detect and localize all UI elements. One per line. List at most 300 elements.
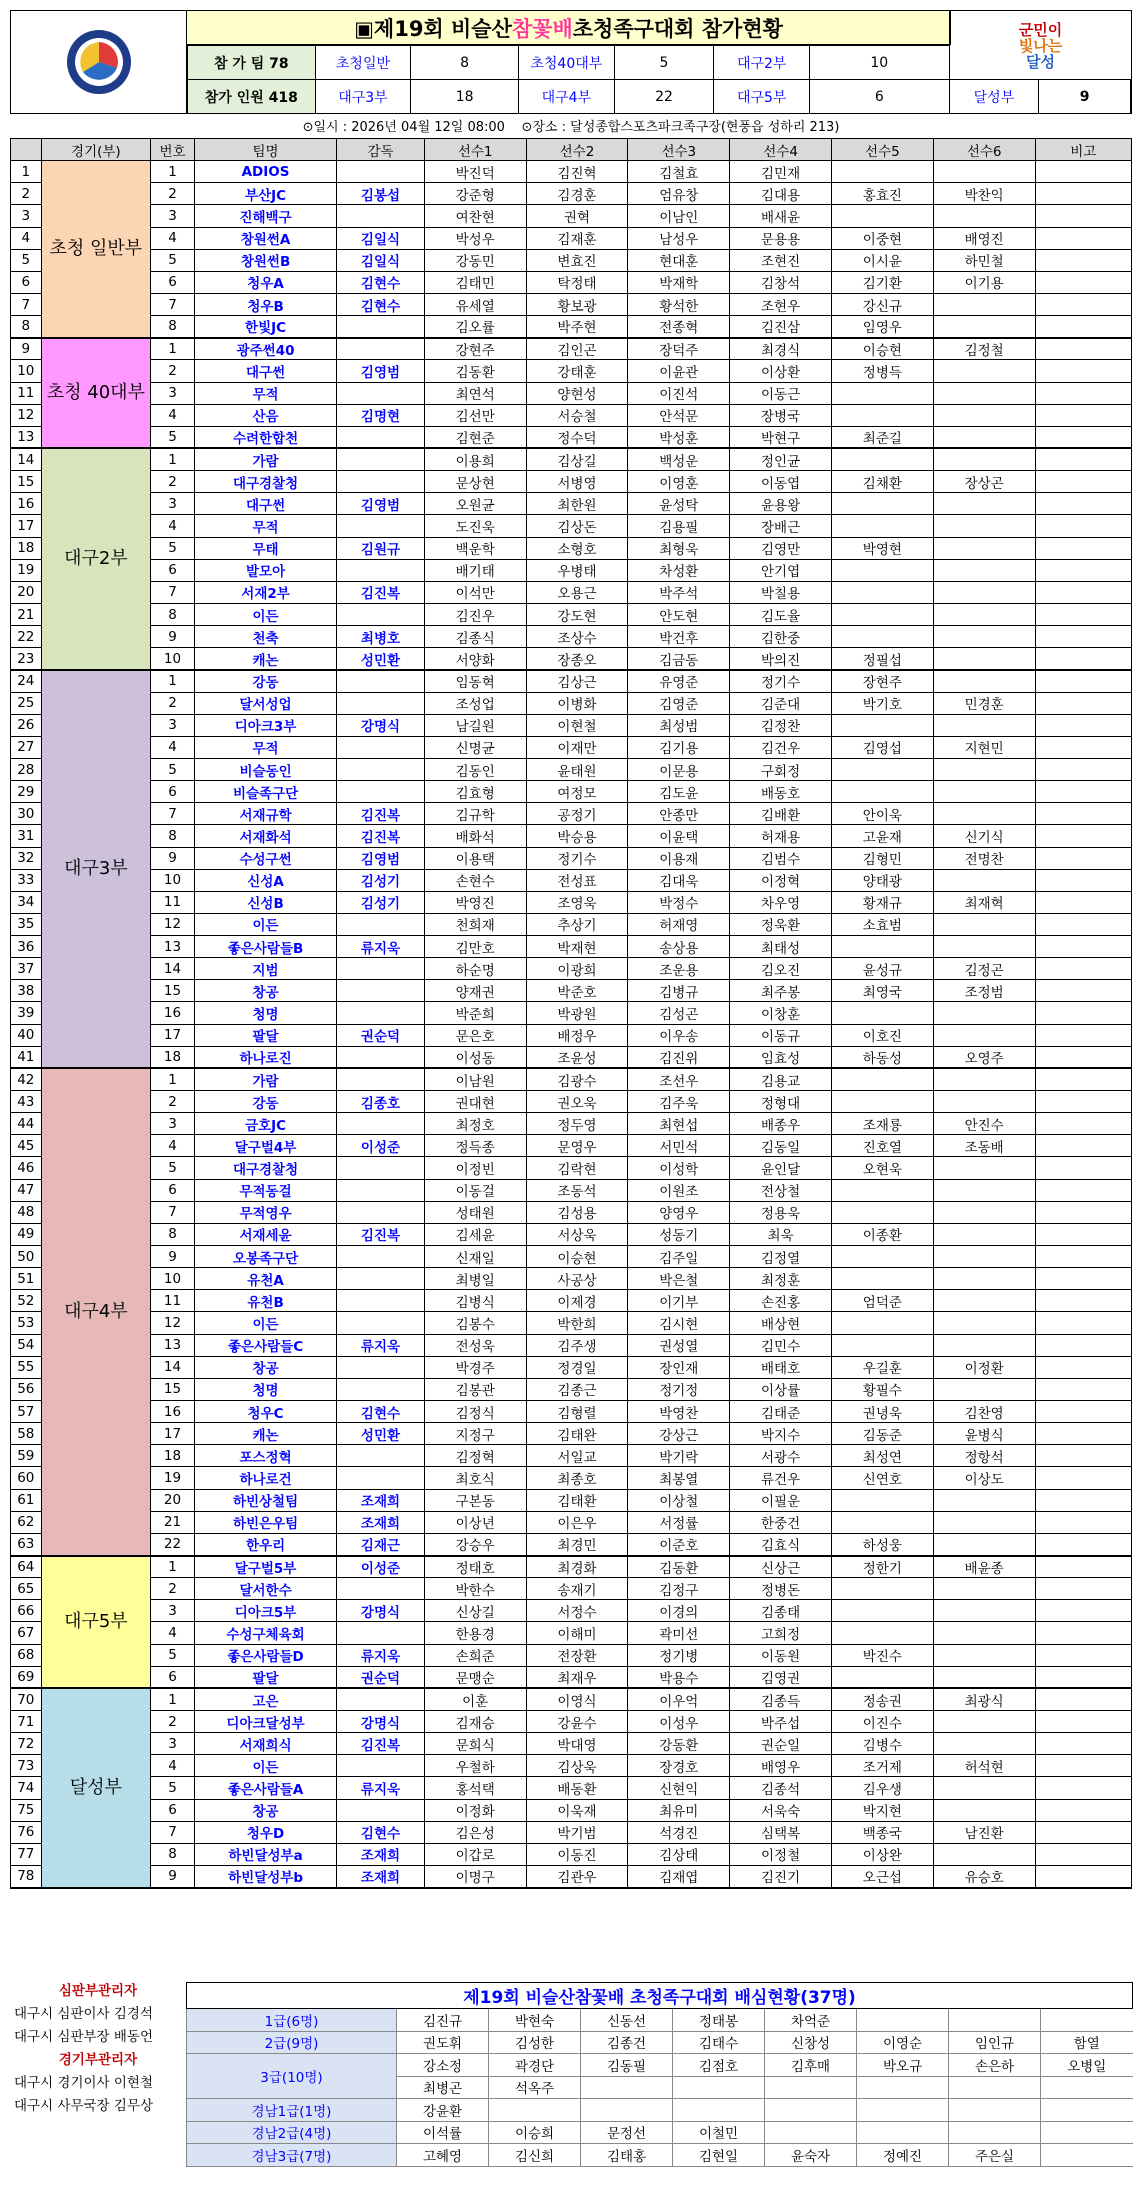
player-1: 김세윤 [424,1223,526,1245]
referee-name [857,2009,949,2032]
player-6 [933,1622,1035,1644]
player-2: 서일교 [526,1445,628,1467]
player-2: 김인곤 [526,338,628,360]
player-2: 이현철 [526,714,628,736]
remarks-cell [1035,1024,1131,1046]
coach-name [337,1179,425,1201]
player-2: 최한원 [526,493,628,515]
player-4: 김종득 [730,1688,832,1710]
table-row [11,1600,1132,1622]
team-number: 6 [151,271,195,293]
player-3: 박재학 [628,271,730,293]
player-5 [831,1666,933,1688]
player-3: 이문용 [628,758,730,780]
team-number: 6 [151,1666,195,1688]
remarks-cell [1035,205,1131,227]
player-5 [831,1312,933,1334]
player-4: 서광수 [730,1445,832,1467]
player-5: 이승현 [831,338,933,360]
team-number: 5 [151,1777,195,1799]
player-2: 우병태 [526,559,628,581]
player-2: 김태환 [526,1489,628,1511]
coach-name [337,1068,425,1090]
player-4: 김창석 [730,271,832,293]
player-3: 이원조 [628,1179,730,1201]
team-number: 16 [151,1401,195,1423]
player-4: 정용욱 [730,1201,832,1223]
player-4: 허재용 [730,825,832,847]
player-4: 최태성 [730,936,832,958]
player-5: 오현욱 [831,1157,933,1179]
player-6: 최광식 [933,1688,1035,1710]
header-cell [11,139,42,161]
team-name: 하빈상철팀 [194,1489,336,1511]
title-suffix: 초청족구대회 참가현황 [572,16,783,41]
table-row [11,1578,1132,1600]
player-4: 신상근 [730,1556,832,1578]
player-2: 소형호 [526,537,628,559]
row-number: 25 [11,692,42,714]
remarks-cell [1035,1733,1131,1755]
coach-name [337,1046,425,1068]
team-name: 천축 [194,626,336,648]
team-number: 3 [151,714,195,736]
team-name: 금호JC [194,1113,336,1135]
event-place: ⊙장소 : 달성종합스포츠파크족구장(현풍읍 성하리 213) [521,120,840,135]
table-row [11,1401,1132,1423]
player-3: 백성운 [628,448,730,470]
team-name: 디아크5부 [194,1600,336,1622]
row-number: 27 [11,736,42,758]
table-row [11,1489,1132,1511]
team-name: 수려한합천 [194,426,336,448]
player-2: 김경훈 [526,183,628,205]
remarks-cell [1035,183,1131,205]
coach-name [337,316,425,338]
remarks-cell [1035,869,1131,891]
player-3: 이용재 [628,847,730,869]
header-cell: 선수6 [933,139,1035,161]
player-2: 전장환 [526,1644,628,1666]
player-4: 박칠용 [730,581,832,603]
player-4: 이동규 [730,1024,832,1046]
player-2: 문영우 [526,1135,628,1157]
player-6: 윤병식 [933,1423,1035,1445]
team-name: 팔달 [194,1024,336,1046]
summary-label: 대구3부 [315,80,411,114]
roster-body [11,161,1132,1888]
row-number: 62 [11,1511,42,1533]
remarks-cell [1035,1334,1131,1356]
remarks-cell [1035,1135,1131,1157]
player-2: 배정우 [526,1024,628,1046]
player-1: 천희재 [424,913,526,935]
remarks-cell [1035,1644,1131,1666]
table-row [11,1068,1132,1090]
player-4: 장배근 [730,515,832,537]
player-4: 배태호 [730,1356,832,1378]
team-name: 좋은사람들D [194,1644,336,1666]
player-5 [831,1201,933,1223]
player-6 [933,1378,1035,1400]
player-3: 성동기 [628,1223,730,1245]
row-number: 38 [11,980,42,1002]
player-4: 구회정 [730,758,832,780]
row-number: 77 [11,1843,42,1865]
team-name: 가람 [194,448,336,470]
header-cell: 선수3 [628,139,730,161]
coach-name [337,913,425,935]
player-4: 고희정 [730,1622,832,1644]
player-4: 한중건 [730,1511,832,1533]
player-2: 정수덕 [526,426,628,448]
player-5: 임영우 [831,316,933,338]
brand-line-2: 빛나는 [1018,37,1063,55]
team-number: 1 [151,1688,195,1710]
player-2: 오용근 [526,581,628,603]
player-5: 이중현 [831,227,933,249]
team-name: 좋은사람들B [194,936,336,958]
coach-name [337,1268,425,1290]
player-6: 민경훈 [933,692,1035,714]
team-number: 1 [151,1556,195,1578]
player-3: 장덕주 [628,338,730,360]
player-1: 김만호 [424,936,526,958]
player-1: 서양화 [424,648,526,670]
player-6: 남진환 [933,1821,1035,1843]
coach-name: 김진복 [337,1223,425,1245]
player-4: 박의진 [730,648,832,670]
table-row [11,1644,1132,1666]
referee-name [949,2121,1041,2144]
coach-name: 이성준 [337,1135,425,1157]
team-name: 강동 [194,670,336,692]
table-row [11,1135,1132,1157]
player-6 [933,936,1035,958]
summary-label: 대구5부 [714,80,810,114]
player-5 [831,1489,933,1511]
header-cell: 감독 [337,139,425,161]
player-4: 김효식 [730,1533,832,1555]
player-3: 곽미선 [628,1622,730,1644]
player-3: 강상근 [628,1423,730,1445]
coach-name [337,980,425,1002]
coach-name: 성민환 [337,1423,425,1445]
team-number: 3 [151,382,195,404]
player-5 [831,1091,933,1113]
referee-name: 김현일 [673,2144,765,2167]
team-number: 16 [151,1002,195,1024]
player-3: 이우송 [628,1024,730,1046]
referee-name [765,2121,857,2144]
player-2: 정두영 [526,1113,628,1135]
referee-level: 2급(9명) [187,2031,397,2054]
player-4: 최정훈 [730,1268,832,1290]
table-row [11,1223,1132,1245]
row-number: 8 [11,316,42,338]
player-4: 이상률 [730,1378,832,1400]
division-cell: 대구4부 [41,1068,150,1555]
referee-name: 문정선 [581,2121,673,2144]
player-5 [831,1334,933,1356]
player-4: 이정혁 [730,869,832,891]
player-5: 권녕욱 [831,1401,933,1423]
team-count: 참 가 팀 78 [188,46,316,80]
team-number: 17 [151,1423,195,1445]
player-3: 양영우 [628,1201,730,1223]
player-3: 유영준 [628,670,730,692]
row-number: 18 [11,537,42,559]
player-6 [933,1024,1035,1046]
summary-value: 8 [411,46,519,80]
coach-name [337,1290,425,1312]
team-name: 좋은사람들C [194,1334,336,1356]
referee-name [857,2099,949,2122]
player-2: 이영식 [526,1688,628,1710]
team-name: 고은 [194,1688,336,1710]
player-3: 권성열 [628,1334,730,1356]
player-6 [933,1666,1035,1688]
referee-name: 신창성 [765,2031,857,2054]
player-2: 최종호 [526,1467,628,1489]
row-number: 66 [11,1600,42,1622]
team-number: 7 [151,1201,195,1223]
referee-name: 석옥주 [489,2076,581,2099]
player-3: 이성학 [628,1157,730,1179]
remarks-cell [1035,1777,1131,1799]
player-6: 이기용 [933,271,1035,293]
team-number: 6 [151,559,195,581]
coach-name [337,1157,425,1179]
table-row [11,1002,1132,1024]
player-3: 이남인 [628,205,730,227]
remarks-cell [1035,714,1131,736]
player-3: 안도현 [628,603,730,625]
logo-emblem-icon [65,28,133,96]
remarks-cell [1035,1179,1131,1201]
referee-name: 권도휘 [397,2031,489,2054]
team-name: 청우B [194,293,336,315]
player-5 [831,1511,933,1533]
team-number: 17 [151,1024,195,1046]
player-2: 윤태원 [526,758,628,780]
player-1: 이갑로 [424,1843,526,1865]
table-row [11,1688,1132,1710]
player-3: 남성우 [628,227,730,249]
player-6: 배영진 [933,227,1035,249]
row-number: 43 [11,1091,42,1113]
team-name: 청우D [194,1821,336,1843]
remarks-cell [1035,1511,1131,1533]
referee-name [857,2076,949,2099]
player-5 [831,404,933,426]
remarks-cell [1035,603,1131,625]
remarks-cell [1035,1312,1131,1334]
player-4: 김건우 [730,736,832,758]
row-number: 70 [11,1688,42,1710]
team-number: 5 [151,758,195,780]
coach-name: 김진복 [337,1733,425,1755]
player-1: 문희식 [424,1733,526,1755]
row-number: 36 [11,936,42,958]
team-name: 달서한수 [194,1578,336,1600]
team-name: 대구썬 [194,493,336,515]
remarks-cell [1035,1046,1131,1068]
player-2: 황보광 [526,293,628,315]
player-1: 이남원 [424,1068,526,1090]
team-number: 19 [151,1467,195,1489]
row-number: 3 [11,205,42,227]
player-4: 조현진 [730,249,832,271]
player-3: 송상용 [628,936,730,958]
coach-name [337,603,425,625]
ref-manager-2: 대구시 심판부장 배동언 [14,2029,153,2045]
player-4: 배종우 [730,1113,832,1135]
player-1: 최호식 [424,1467,526,1489]
table-row [11,626,1132,648]
remarks-cell [1035,581,1131,603]
table-row [11,559,1132,581]
referee-name: 김점호 [673,2054,765,2077]
event-date: ⊙일시 : 2026년 04월 12일 08:00 [302,120,505,135]
row-number: 17 [11,515,42,537]
player-5 [831,205,933,227]
team-name: 캐논 [194,1423,336,1445]
coach-name [337,382,425,404]
table-row [11,426,1132,448]
player-3: 안석문 [628,404,730,426]
referee-name: 주은실 [949,2144,1041,2167]
remarks-cell [1035,1068,1131,1090]
player-2: 이동진 [526,1843,628,1865]
coach-name: 김영범 [337,493,425,515]
table-row [11,537,1132,559]
player-2: 박기범 [526,1821,628,1843]
table-row [11,1467,1132,1489]
table-row [11,1445,1132,1467]
player-6 [933,1290,1035,1312]
player-2: 박한희 [526,1312,628,1334]
coach-name: 김진복 [337,581,425,603]
player-5: 이상완 [831,1843,933,1865]
player-3: 이상철 [628,1489,730,1511]
referee-name: 이철민 [673,2121,765,2144]
player-5 [831,1578,933,1600]
referee-name [765,2076,857,2099]
team-name: 서재희식 [194,1733,336,1755]
player-5: 백종국 [831,1821,933,1843]
player-3: 이영훈 [628,471,730,493]
team-number: 13 [151,936,195,958]
coach-name: 강명식 [337,1710,425,1732]
player-2: 이재만 [526,736,628,758]
summary-label: 달성부 [949,80,1039,114]
player-6: 오영주 [933,1046,1035,1068]
player-1: 문상현 [424,471,526,493]
player-5: 오근섭 [831,1865,933,1887]
player-1: 김병식 [424,1290,526,1312]
player-4: 윤용왕 [730,493,832,515]
player-1: 김봉수 [424,1312,526,1334]
player-3: 최형욱 [628,537,730,559]
player-2: 조윤성 [526,1046,628,1068]
player-6 [933,1068,1035,1090]
player-2: 이해미 [526,1622,628,1644]
table-row [11,316,1132,338]
row-number: 61 [11,1489,42,1511]
table-row [11,825,1132,847]
player-6: 이정환 [933,1356,1035,1378]
team-number: 20 [151,1489,195,1511]
table-row [11,1246,1132,1268]
player-5 [831,1002,933,1024]
player-4: 김범수 [730,847,832,869]
row-number: 30 [11,803,42,825]
player-1: 하순명 [424,958,526,980]
table-row [11,1091,1132,1113]
row-number: 68 [11,1644,42,1666]
team-number: 7 [151,581,195,603]
player-2: 박대영 [526,1733,628,1755]
table-row [11,404,1132,426]
player-3: 박정수 [628,891,730,913]
referee-name: 최병곤 [397,2076,489,2099]
coach-name: 최병호 [337,626,425,648]
player-4: 서욱숙 [730,1799,832,1821]
team-number: 14 [151,958,195,980]
player-4: 김대용 [730,183,832,205]
player-6 [933,670,1035,692]
team-name: 신성A [194,869,336,891]
player-4: 최주봉 [730,980,832,1002]
player-3: 김주욱 [628,1091,730,1113]
player-5: 박지현 [831,1799,933,1821]
remarks-cell [1035,1378,1131,1400]
referee-level: 1급(6명) [187,2009,397,2032]
player-3: 최현섭 [628,1113,730,1135]
referee-name: 정태봉 [673,2009,765,2032]
player-1: 홍석택 [424,1777,526,1799]
header-cell: 선수2 [526,139,628,161]
coach-name: 조재희 [337,1511,425,1533]
player-4: 이정철 [730,1843,832,1865]
row-number: 31 [11,825,42,847]
row-number: 20 [11,581,42,603]
player-4: 류건우 [730,1467,832,1489]
table-row [11,271,1132,293]
team-name: 이든 [194,603,336,625]
row-number: 11 [11,382,42,404]
player-6 [933,1334,1035,1356]
player-3: 김시현 [628,1312,730,1334]
team-name: 달구벌5부 [194,1556,336,1578]
row-number: 44 [11,1113,42,1135]
row-number: 48 [11,1201,42,1223]
team-number: 2 [151,1710,195,1732]
player-2: 김진혁 [526,161,628,183]
row-number: 26 [11,714,42,736]
table-row [11,205,1132,227]
coach-name: 김진복 [337,803,425,825]
referee-name [1041,2076,1133,2099]
player-2: 서병영 [526,471,628,493]
remarks-cell [1035,648,1131,670]
player-3: 정기병 [628,1644,730,1666]
remarks-cell [1035,1268,1131,1290]
table-row [11,847,1132,869]
player-4: 정기수 [730,670,832,692]
referee-name: 신동선 [581,2009,673,2032]
